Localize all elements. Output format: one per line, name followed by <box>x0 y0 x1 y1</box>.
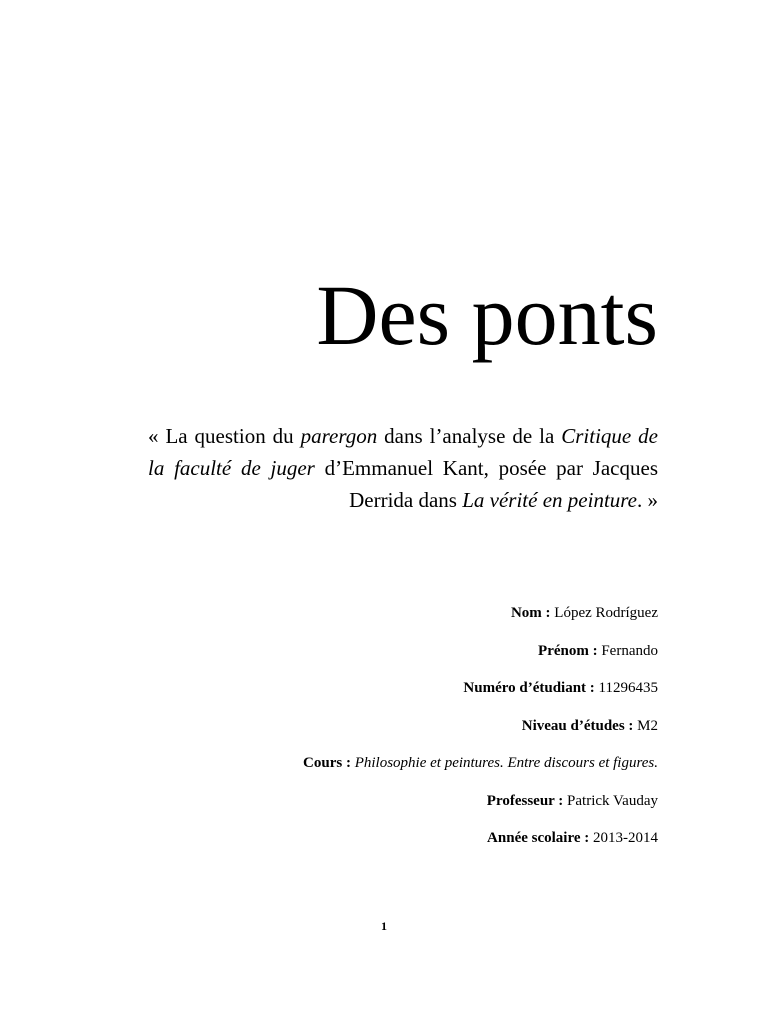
info-value: 2013-2014 <box>593 830 658 846</box>
page-number: 1 <box>381 919 387 933</box>
document-title: Des ponts <box>316 267 658 363</box>
info-value: López Rodríguez <box>554 605 658 621</box>
subtitle-italic-term: parergon <box>300 424 378 448</box>
info-value: Philosophie et peintures. Entre discours et figures. <box>354 755 658 771</box>
document-subtitle <box>148 420 658 516</box>
info-label: Année scolaire : <box>487 830 590 846</box>
info-row-cours <box>138 753 658 791</box>
info-label: Cours : <box>303 755 351 771</box>
info-row-annee <box>138 828 658 866</box>
subtitle-text: « La question du <box>148 424 301 448</box>
info-label: Niveau d’études : <box>521 717 634 734</box>
info-row-prenom <box>138 641 658 679</box>
info-row-nom <box>138 603 658 641</box>
info-label: Numéro d’étudiant : <box>463 680 595 696</box>
info-row-niveau <box>138 716 658 754</box>
info-value: Fernando <box>601 642 658 659</box>
student-info-block <box>138 603 658 866</box>
info-row-professeur <box>138 791 658 829</box>
info-label: Professeur : <box>486 792 564 809</box>
subtitle-italic-work: Critique de la faculté de juger <box>148 424 659 480</box>
info-value: M2 <box>637 717 658 734</box>
subtitle-text: . » <box>637 488 658 512</box>
info-label: Prénom : <box>538 642 598 659</box>
info-row-numero <box>138 678 658 716</box>
subtitle-text: dans l’analyse de la <box>377 424 562 448</box>
info-value: Patrick Vauday <box>567 792 658 809</box>
info-label: Nom : <box>510 605 551 621</box>
subtitle-italic-book: La vérité en peinture <box>462 488 637 512</box>
subtitle-text: d’Emmanuel Kant, posée par Jacques Derrida dans <box>314 456 658 512</box>
info-value: 11296435 <box>598 680 658 696</box>
